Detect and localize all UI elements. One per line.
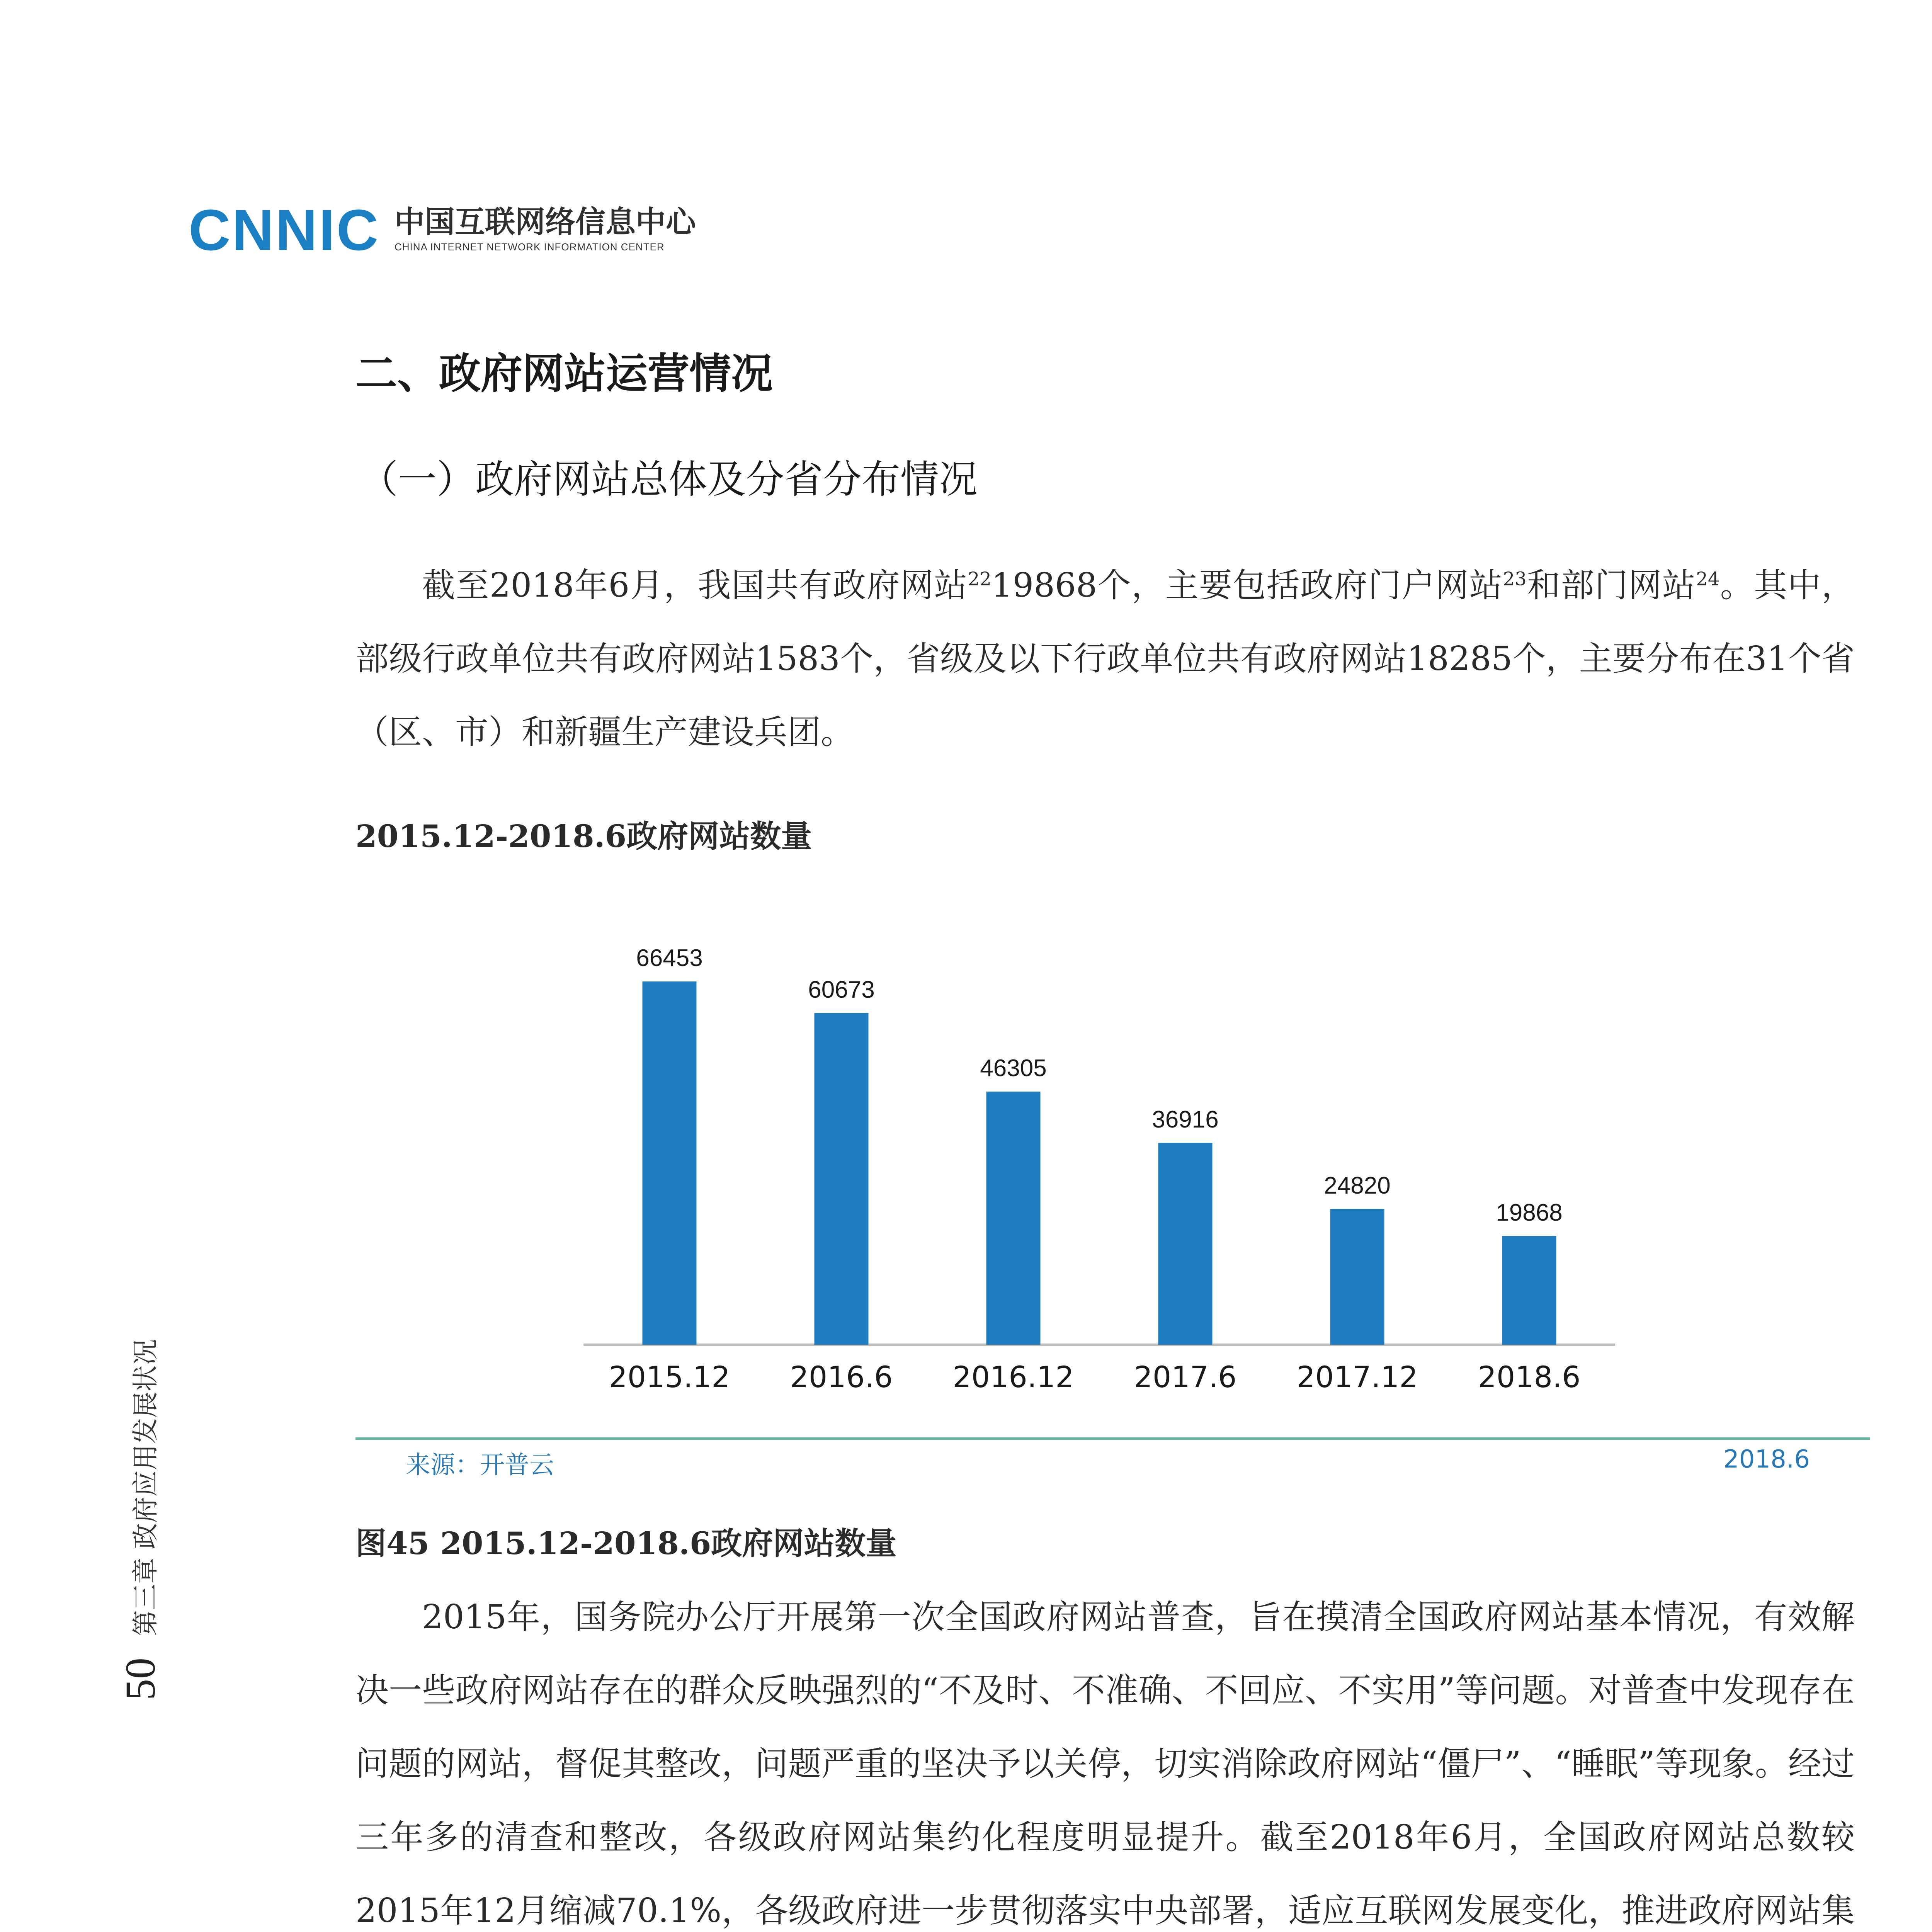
data-label-2017.12: 24820 (1324, 1172, 1391, 1199)
paragraph-text: 和部门网站 (1526, 566, 1696, 605)
x-tick-label-2017.6: 2017.6 (1134, 1360, 1237, 1394)
x-tick-label-2016.6: 2016.6 (790, 1360, 893, 1394)
section-subtitle: （一）政府网站总体及分省分布情况 (359, 457, 978, 502)
x-tick-label-2017.12: 2017.12 (1296, 1360, 1418, 1394)
bar-2016.6 (815, 1013, 869, 1345)
data-label-2017.6: 36916 (1152, 1106, 1219, 1133)
bar-2018.6 (1502, 1236, 1556, 1345)
bar-2017.6 (1158, 1143, 1213, 1345)
chart-source: 来源：开普云 (406, 1451, 554, 1480)
footnote-ref[interactable]: 23 (1503, 568, 1527, 590)
data-label-2016.12: 46305 (980, 1055, 1047, 1082)
paragraph-text: 截至2018年6月，我国共有政府网站 (422, 566, 968, 605)
chart-title: 2015.12-2018.6政府网站数量 (355, 818, 812, 854)
logo-mark: CNNIC (189, 197, 380, 262)
footnote-ref[interactable]: 24 (1696, 568, 1720, 590)
paragraph-body (355, 1580, 1855, 1932)
data-label-2015.12: 66453 (636, 945, 703, 971)
logo-english-name: CHINA INTERNET NETWORK INFORMATION CENTER (394, 241, 665, 253)
footnote-ref[interactable]: 22 (968, 568, 992, 590)
bar-2016.12 (986, 1092, 1041, 1345)
section-title: 二、政府网站运营情况 (355, 350, 773, 398)
data-label-2016.6: 60673 (808, 976, 875, 1003)
x-tick-label-2018.6: 2018.6 (1478, 1360, 1581, 1394)
paragraph-text: 。其中，部级行政单位共有政府网站1583个，省级及以下行政单位共有政府网站18285个，主要分布在31个省（区、市）和新疆生产建设兵团。 (355, 566, 1855, 752)
page-number: 50 (117, 1658, 164, 1700)
logo-chinese-name: 中国互联网络信息中心 (394, 204, 696, 240)
figure-caption: 图45 2015.12-2018.6政府网站数量 (355, 1525, 897, 1561)
x-tick-label-2015.12: 2015.12 (609, 1360, 730, 1394)
bar-2017.12 (1330, 1209, 1384, 1345)
source-divider (355, 1437, 1870, 1440)
paragraph-text: 2015年，国务院办公厅开展第一次全国政府网站普查，旨在摸清全国政府网站基本情况，有效解决一些政府网站存在的群众反映强烈的“不及时、不准确、不回应、不实用”等问题。对普查中发现存在问题的网站，督促其整改，问题严重的坚决予以关停，切实消除政府网站“僵尸”、“睡眠”等现象。经过三年多的清查和整改，各级政府网站集约化程度明显提升。截至2018年6月，全国政府网站总数较2015年12月缩减70.1%，各级政府进一步贯彻落实中央部署，适应互联网发展变化，推进政府网站集 (355, 1598, 1855, 1930)
chapter-title: 第三章 政府应用发展状况 (131, 1339, 161, 1636)
chart-source-date: 2018.6 (1723, 1445, 1810, 1474)
x-tick-label-2016.12: 2016.12 (952, 1360, 1074, 1394)
data-label-2018.6: 19868 (1496, 1199, 1563, 1226)
paragraph-text: 19868个，主要包括政府门户网站 (991, 566, 1503, 605)
bar-2015.12 (643, 981, 697, 1345)
